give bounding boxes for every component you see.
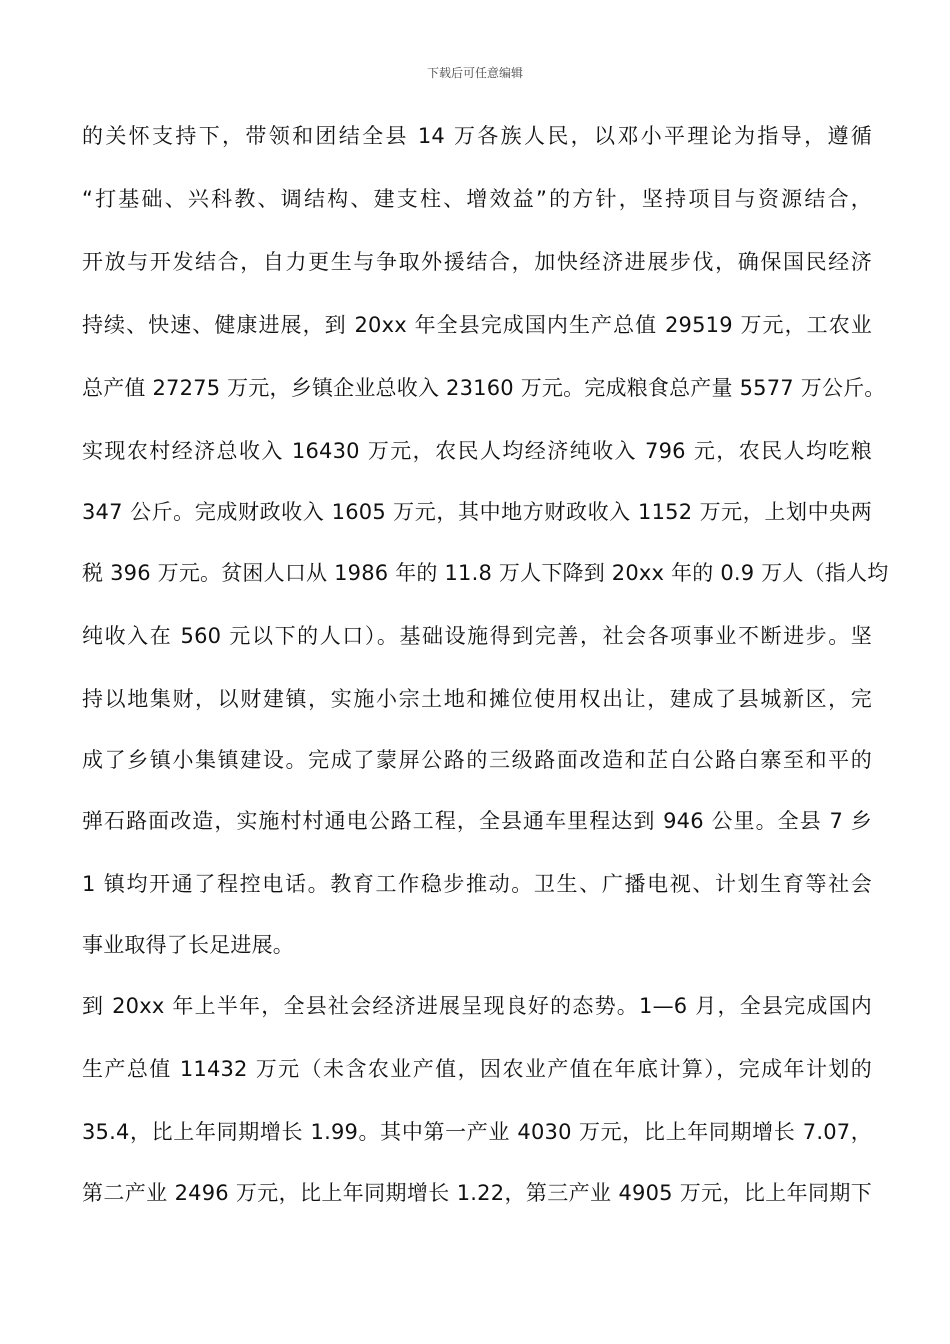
text-line: 1 镇均开通了程控电话。教育工作稳步推动。卫生、广播电视、计划生育等社会 [82,872,872,896]
text-line: 开放与开发结合，自力更生与争取外援结合，加快经济进展步伐，确保国民经济 [82,250,872,274]
text-line: 纯收入在 560 元以下的人口）。基础设施得到完善，社会各项事业不断进步。坚 [82,624,872,648]
text-line: 的关怀支持下，带领和团结全县 14 万各族人民，以邓小平理论为指导，遵循 [82,124,872,148]
text-line: 347 公斤。完成财政收入 1605 万元，其中地方财政收入 1152 万元，上划中央两 [82,500,872,524]
text-line: 事业取得了长足进展。 [82,933,294,957]
text-line: 弹石路面改造，实施村村通电公路工程，全县通车里程达到 946 公里。全县 7 乡 [82,809,872,833]
text-line: 生产总值 11432 万元（未含农业产值，因农业产值在年底计算），完成年计划的 [82,1057,872,1081]
text-line: 实现农村经济总收入 16430 万元，农民人均经济纯收入 796 元，农民人均吃粮 [82,439,872,463]
text-line: 持续、快速、健康进展，到 20xx 年全县完成国内生产总值 29519 万元，工农业 [82,313,872,337]
text-line: 总产值 27275 万元，乡镇企业总收入 23160 万元。完成粮食总产量 5577 万公斤。 [82,376,886,400]
text-line: 第二产业 2496 万元，比上年同期增长 1.22，第三产业 4905 万元，比上年同期下 [82,1181,872,1205]
text-line: 35.4，比上年同期增长 1.99。其中第一产业 4030 万元，比上年同期增长 7.07， [82,1120,872,1144]
text-line: 成了乡镇小集镇建设。完成了蒙屏公路的三级路面改造和芷白公路白寨至和平的 [82,748,872,772]
text-line: 税 396 万元。贫困人口从 1986 年的 11.8 万人下降到 20xx 年的 0.9 万人（指人均 [82,561,889,585]
text-line: 持以地集财，以财建镇，实施小宗土地和摊位使用权出让，建成了县城新区，完 [82,687,872,711]
text-line: “打基础、兴科教、调结构、建支柱、增效益”的方针，坚持项目与资源结合， [82,187,872,211]
page-header: 下载后可任意编辑 [426,66,523,80]
text-line: 到 20xx 年上半年，全县社会经济进展呈现良好的态势。1—6 月，全县完成国内 [82,994,872,1018]
